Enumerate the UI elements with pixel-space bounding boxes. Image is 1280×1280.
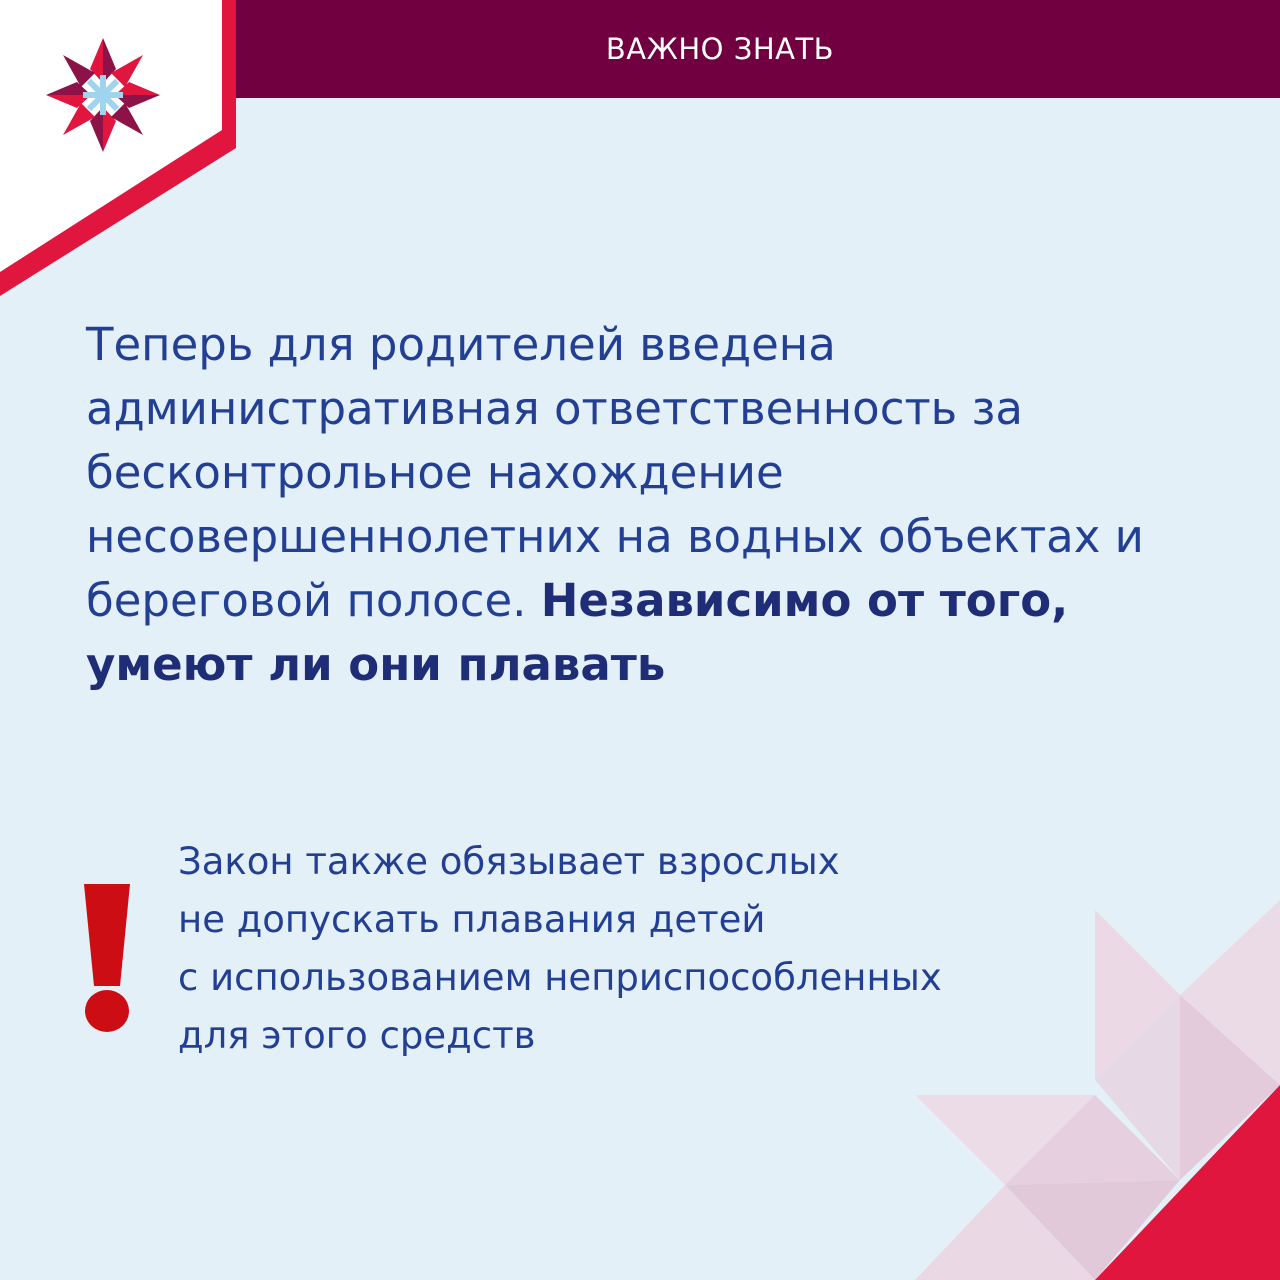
law-note [178, 833, 1238, 1065]
star-ornament-icon [44, 36, 162, 154]
note-line: не допускать плавания детей [178, 898, 766, 941]
note-line: для этого средств [178, 1014, 536, 1057]
statement-emphasis: Независимо от того, умеют ли они плавать [86, 574, 1069, 691]
note-line: Закон также обязывает взрослых [178, 840, 840, 883]
header-title: ВАЖНО ЗНАТЬ [605, 32, 835, 66]
note-line: с использованием неприспособленных [178, 956, 942, 999]
main-statement [86, 313, 1196, 697]
statement-text: Теперь для родителей введена административная ответственность за бесконтрольное нахождение несовершеннолетних на водных объектах и береговой полосе. [86, 318, 1144, 627]
exclamation-icon [76, 878, 138, 1038]
